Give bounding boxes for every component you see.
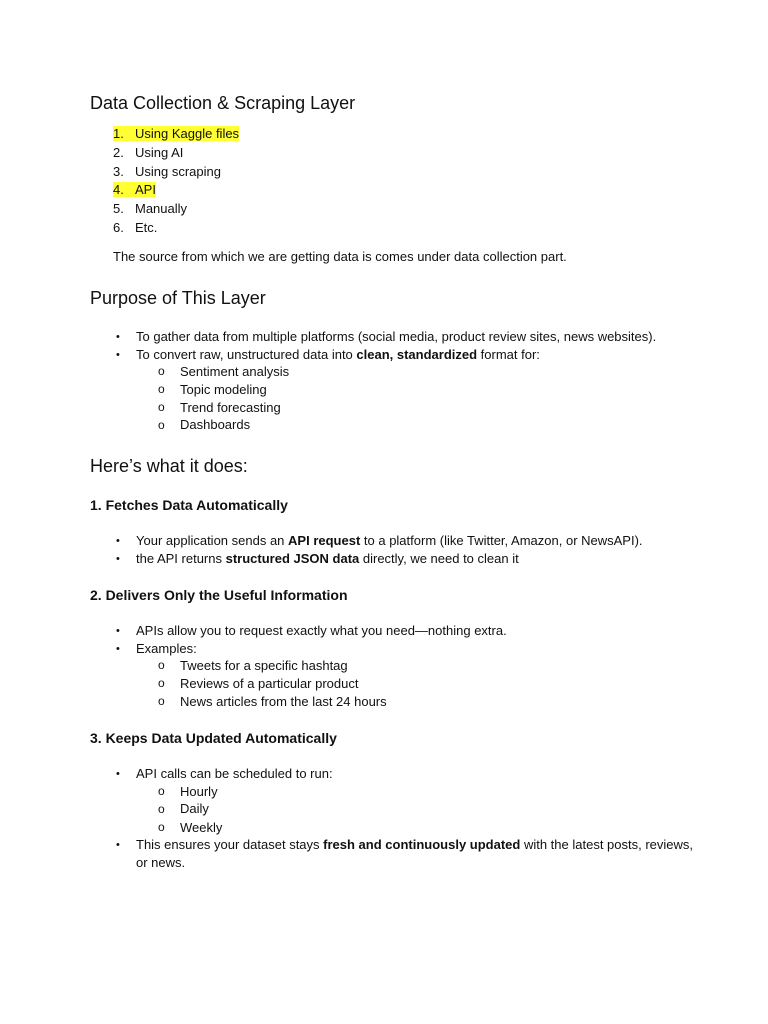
text-run: This ensures your dataset stays (136, 837, 324, 852)
text-run: To convert raw, unstructured data into (136, 347, 357, 362)
list-item (113, 163, 221, 181)
sub-bullet-icon: o (158, 784, 165, 798)
sub-item: Dashboards (180, 417, 251, 432)
bullet-text-continuation: or news. (136, 855, 186, 870)
bold-run: clean, standardized (356, 347, 478, 362)
sub-item: Weekly (180, 820, 223, 835)
bullet-text: To gather data from multiple platforms (social media, product review sites, news websites). (136, 329, 657, 344)
text-run: with the latest posts, reviews, (520, 837, 694, 852)
text-run: format for: (477, 347, 540, 362)
sub-bullet-icon: o (158, 382, 165, 396)
bullet-icon: • (116, 349, 120, 361)
bullet-icon: • (116, 768, 120, 780)
list-item-text: API (135, 182, 156, 197)
bold-run: structured JSON data (225, 551, 360, 566)
subsection-title-delivers: 2. Delivers Only the Useful Information (90, 587, 348, 603)
text-run: Your application sends an (136, 533, 289, 548)
sub-item: Topic modeling (180, 382, 267, 397)
list-item-text: Using Kaggle files (135, 126, 240, 141)
paragraph-note: The source from which we are getting data is comes under data collection part. (113, 249, 567, 264)
sub-bullet-icon: o (158, 802, 165, 816)
bullet-text: API calls can be scheduled to run: (136, 766, 333, 781)
subsection-title-fetches: 1. Fetches Data Automatically (90, 497, 288, 513)
sub-bullet-icon: o (158, 694, 165, 708)
text-run: directly, we need to clean it (359, 551, 519, 566)
text-run: the API returns (136, 551, 226, 566)
sub-bullet-icon: o (158, 820, 165, 834)
bullet-icon: • (116, 553, 120, 565)
bullet-text: APIs allow you to request exactly what you need—nothing extra. (136, 623, 507, 638)
section-title-data-collection: Data Collection & Scraping Layer (90, 93, 356, 113)
sub-item: Trend forecasting (180, 400, 281, 415)
sub-bullet-icon: o (158, 400, 165, 414)
section-title-purpose: Purpose of This Layer (90, 288, 266, 308)
sub-bullet-icon: o (158, 364, 165, 378)
list-item (113, 181, 156, 199)
list-item (113, 125, 239, 143)
list-number: 6. (113, 220, 124, 235)
list-item (113, 200, 187, 218)
bullet-icon: • (116, 839, 120, 851)
list-number: 4. (113, 182, 124, 197)
list-number: 2. (113, 145, 124, 160)
sub-bullet-icon: o (158, 418, 165, 432)
sub-bullet-icon: o (158, 676, 165, 690)
list-item-text: Manually (135, 201, 188, 216)
bullet-text (136, 550, 519, 568)
bold-run: API request (288, 533, 361, 548)
list-number: 1. (113, 126, 124, 141)
bullet-icon: • (116, 643, 120, 655)
sub-item: Reviews of a particular product (180, 676, 359, 691)
bullet-icon: • (116, 331, 120, 343)
bullet-icon: • (116, 625, 120, 637)
subsection-title-keeps-updated: 3. Keeps Data Updated Automatically (90, 730, 337, 746)
list-item-text: Using AI (135, 145, 184, 160)
list-item (113, 144, 183, 162)
sub-item: Daily (180, 801, 209, 816)
section-title-what-it-does: Here’s what it does: (90, 456, 248, 476)
bullet-text (136, 346, 540, 364)
bullet-text (136, 532, 643, 550)
list-item (113, 219, 157, 237)
bullet-icon: • (116, 535, 120, 547)
bold-run: fresh and continuously updated (323, 837, 521, 852)
sub-item: News articles from the last 24 hours (180, 694, 387, 709)
bullet-text (136, 836, 693, 854)
list-item-text: Using scraping (135, 164, 221, 179)
list-number: 5. (113, 201, 124, 216)
sub-item: Hourly (180, 784, 218, 799)
sub-bullet-icon: o (158, 658, 165, 672)
list-item-text: Etc. (135, 220, 158, 235)
bullet-text: Examples: (136, 641, 197, 656)
sub-item: Sentiment analysis (180, 364, 290, 379)
text-run: to a platform (like Twitter, Amazon, or NewsAPI). (360, 533, 643, 548)
sub-item: Tweets for a specific hashtag (180, 658, 348, 673)
list-number: 3. (113, 164, 124, 179)
